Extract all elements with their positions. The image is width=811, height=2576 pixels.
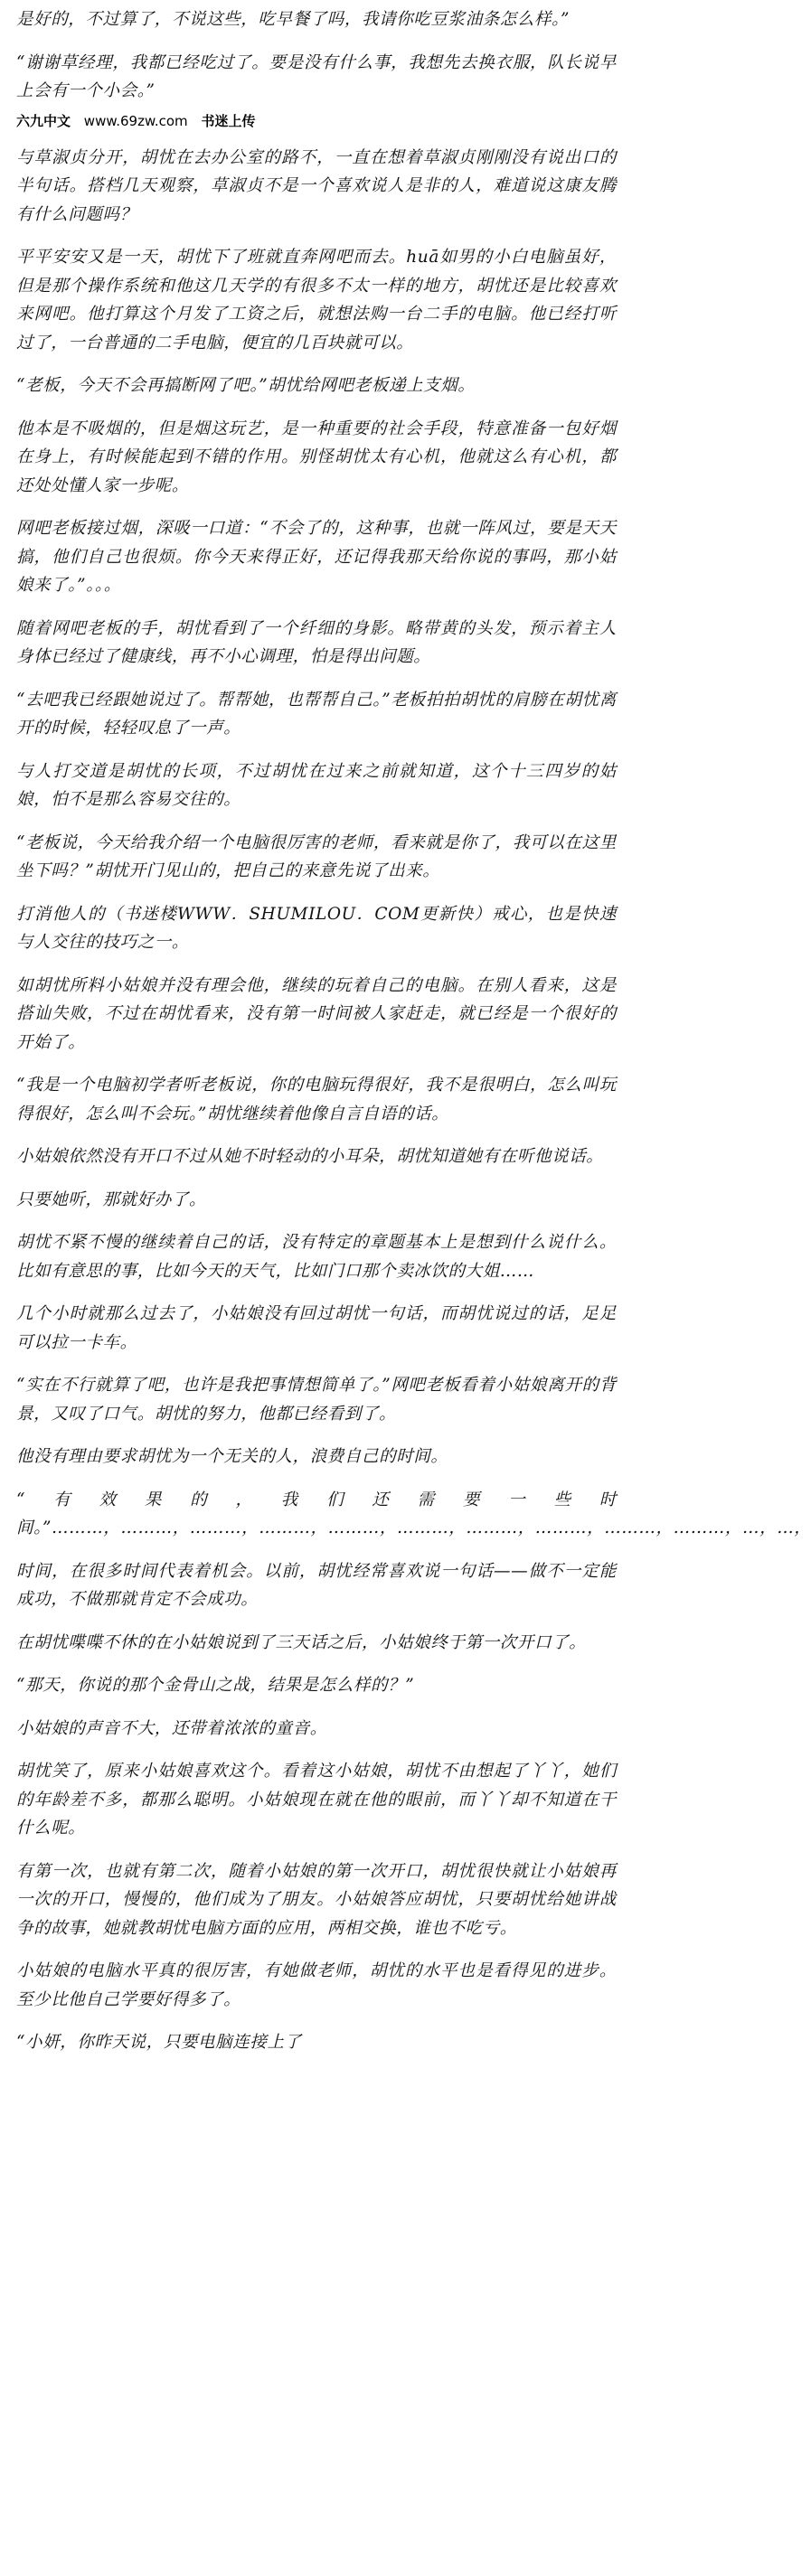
paragraph-17: 胡忧不紧不慢的继续着自己的话，没有特定的章题基本上是想到什么说什么。比如有意思的事，比如今天的天气，比如门口那个卖冰饮的大姐……	[16, 1233, 617, 1281]
paragraph-2: “谢谢草经理，我都已经吃过了。要是没有什么事，我想先去换衣服，队长说早上会有一个小会。”	[16, 52, 617, 100]
paragraph-9: “去吧我已经跟她说过了。帮帮她，也帮帮自己。”老板拍拍胡忧的肩膀在胡忧离开的时候，轻轻叹息了一声。	[16, 690, 617, 738]
paragraph-7: 网吧老板接过烟，深吸一口道：“不会了的，这种事，也就一阵风过，要是天天搞，他们自己也很烦。你今天来得正好，还记得我那天给你说的事吗，那小姑娘来了。”。。。	[16, 519, 617, 595]
paragraph-13: 如胡忧所料小姑娘并没有理会他，继续的玩着自己的电脑。在别人看来，这是搭讪失败，不过在胡忧看来，没有第一时间被人家赶走，就已经是一个很好的开始了。	[16, 975, 617, 1052]
paragraph-15: 小姑娘依然没有开口不过从她不时轻动的小耳朵，胡忧知道她有在听他说话。	[16, 1147, 604, 1166]
paragraph-25: 小姑娘的声音不大，还带着浓浓的童音。	[16, 1718, 327, 1738]
watermark-site-name: 六九中文	[16, 112, 71, 129]
paragraph-29: “小妍，你昨天说，只要电脑连接上了	[16, 2033, 302, 2052]
paragraph-1: 是好的，不过算了，不说这些，吃早餐了吗，我请你吃豆浆油条怎么样。”	[16, 10, 571, 29]
paragraph-4: 平平安安又是一天，胡忧下了班就直奔网吧而去。huā如男的小白电脑虽好，但是那个操作系统和他这几天学的有很多不太一样的地方，胡忧还是比较喜欢来网吧。他打算这个月发了工资之后，就想法购一台二手的电脑。他已经打听过了，一台普通的二手电脑，便宜的几百块就可以。	[16, 248, 617, 353]
paragraph-12: 打消他人的（书迷楼WWW．SHUMILOU．COM更新快）戒心，也是快速与人交往的技巧之一。	[16, 904, 617, 952]
paragraph-28: 小姑娘的电脑水平真的很厉害，有她做老师，胡忧的水平也是看得见的进步。至少比他自己学要好得多了。	[16, 1961, 617, 2009]
paragraph-21: “有效果的，我们还需要一些时间。”………，………，………，………，………，………，………，………，………，………，…，…，	[16, 1490, 811, 1537]
paragraph-5: “老板，今天不会再搞断网了吧。”胡忧给网吧老板递上支烟。	[16, 376, 476, 395]
paragraph-8: 随着网吧老板的手，胡忧看到了一个纤细的身影。略带黄的头发，预示着主人身体已经过了健康线，再不小心调理，怕是得出问题。	[16, 618, 617, 666]
paragraph-26: 胡忧笑了，原来小姑娘喜欢这个。看着这小姑娘，胡忧不由想起了丫丫，她们的年龄差不多，都那么聪明。小姑娘现在就在他的眼前，而丫丫却不知道在干什么呢。	[16, 1762, 617, 1838]
paragraph-19: “实在不行就算了吧，也许是我把事情想简单了。”网吧老板看着小姑娘离开的背景，又叹了口气。胡忧的努力，他都已经看到了。	[16, 1376, 617, 1424]
paragraph-20: 他没有理由要求胡忧为一个无关的人，浪费自己的时间。	[16, 1447, 448, 1466]
paragraph-3: 与草淑贞分开，胡忧在去办公室的路不，一直在想着草淑贞刚刚没有说出口的半句话。搭档几天观察，草淑贞不是一个喜欢说人是非的人，难道说这康友腾有什么问题吗？	[16, 147, 617, 224]
paragraph-22: 时间，在很多时间代表着机会。以前，胡忧经常喜欢说一句话——做不一定能成功，不做那就肯定不会成功。	[16, 1561, 617, 1609]
paragraph-14: “我是一个电脑初学者听老板说，你的电脑玩得很好，我不是很明白，怎么叫玩得很好，怎么叫不会玩。”胡忧继续着他像自言自语的话。	[16, 1076, 617, 1123]
paragraph-24: “那天，你说的那个金骨山之战，结果是怎么样的？”	[16, 1676, 415, 1695]
paragraph-6: 他本是不吸烟的，但是烟这玩艺，是一种重要的社会手段，特意准备一包好烟在身上，有时候能起到不错的作用。别怪胡忧太有心机，他就这么有心机，都还处处懂人家一步呢。	[16, 418, 617, 495]
paragraph-16: 只要她听，那就好办了。	[16, 1189, 207, 1209]
watermark-url: www.69zw.com	[83, 112, 188, 129]
watermark-tag: 书迷上传	[201, 112, 256, 129]
paragraph-23: 在胡忧喋喋不休的在小姑娘说到了三天话之后，小姑娘终于第一次开口了。	[16, 1632, 587, 1652]
paragraph-11: “老板说，今天给我介绍一个电脑很厉害的老师，看来就是你了，我可以在这里坐下吗？”胡忧开门见山的，把自己的来意先说了出来。	[16, 832, 617, 880]
paragraph-27: 有第一次，也就有第二次，随着小姑娘的第一次开口，胡忧很快就让小姑娘再一次的开口，慢慢的，他们成为了朋友。小姑娘答应胡忧，只要胡忧给她讲战争的故事，她就教胡忧电脑方面的应用，两相交换，谁也不吃亏。	[16, 1861, 617, 1938]
paragraph-10: 与人打交道是胡忧的长项，不过胡忧在过来之前就知道，这个十三四岁的姑娘，怕不是那么容易交往的。	[16, 761, 617, 809]
site-watermark	[16, 111, 617, 131]
paragraph-18: 几个小时就那么过去了，小姑娘没有回过胡忧一句话，而胡忧说过的话，足足可以拉一卡车。	[16, 1304, 617, 1352]
